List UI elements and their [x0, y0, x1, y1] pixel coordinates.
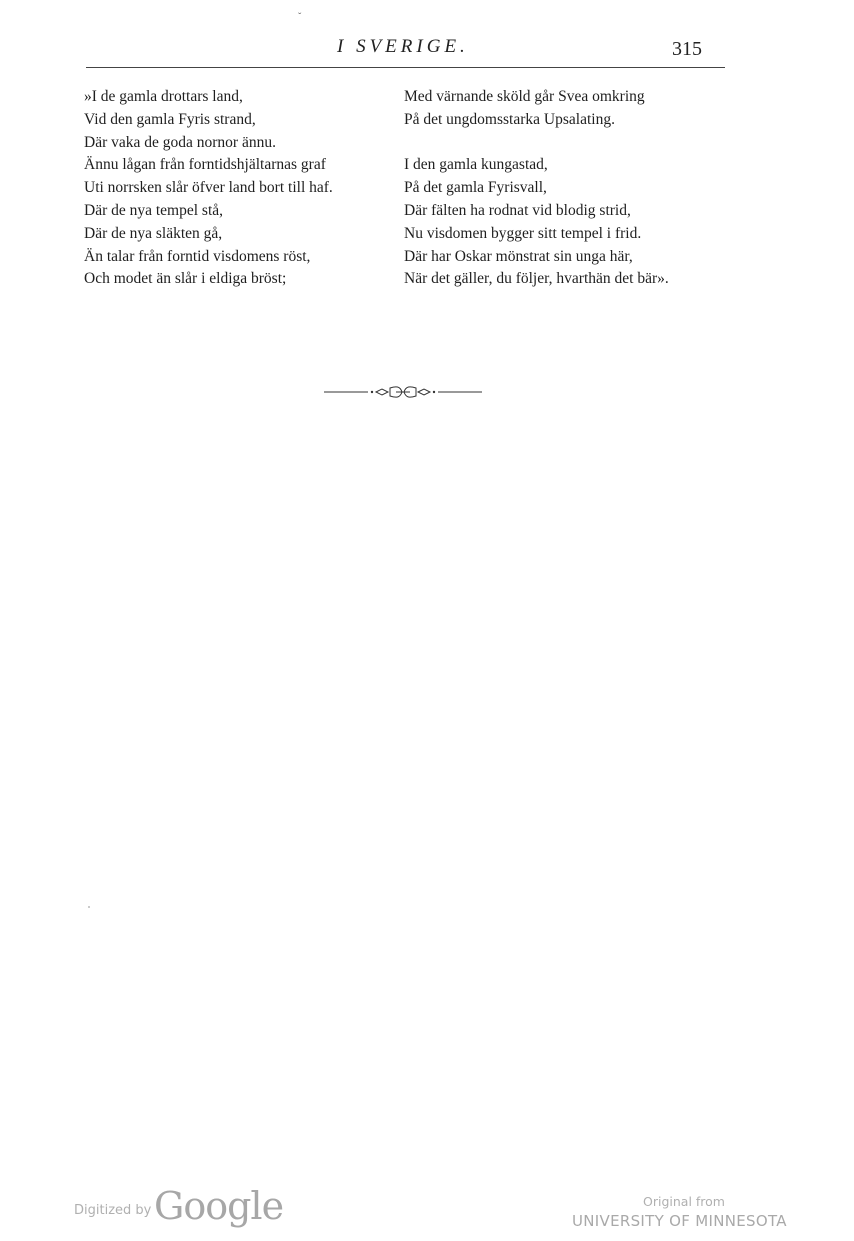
google-logo: Google — [154, 1184, 284, 1228]
poem-line: Uti norrsken slår öfver land bort till haf. — [84, 179, 333, 197]
institution-label: UNIVERSITY OF MINNESOTA — [572, 1212, 787, 1230]
poem-line: Och modet än slår i eldiga bröst; — [84, 270, 287, 288]
poem-line: På det gamla Fyrisvall, — [404, 179, 547, 197]
poem-line: Där de nya släkten gå, — [84, 224, 223, 242]
header-rule — [86, 67, 725, 68]
poem-right-column — [404, 86, 734, 291]
digitized-by-watermark — [74, 1184, 304, 1238]
poem-line: På det ungdomsstarka Upsalating. — [404, 110, 615, 128]
poem-line: Vid den gamla Fyris strand, — [84, 110, 256, 128]
poem-line: När det gäller, du följer, hvarthän det bär». — [404, 270, 669, 288]
poem-line: »I de gamla drottars land, — [84, 88, 243, 105]
original-from-label: Original from — [643, 1194, 725, 1209]
page-number: 315 — [672, 38, 702, 60]
poem-line: Där vaka de goda nornor ännu. — [84, 133, 276, 151]
stanza-break — [404, 132, 734, 155]
poem-line: Nu visdomen bygger sitt tempel i frid. — [404, 224, 642, 242]
poem-line: Med värnande sköld går Svea omkring — [404, 88, 645, 105]
poem-left-column — [84, 86, 394, 291]
page-speck: ˇ — [298, 12, 302, 23]
page-speck — [88, 906, 90, 908]
poem-line: I den gamla kungastad, — [404, 156, 548, 174]
running-title: I SVERIGE. — [337, 36, 469, 57]
poem-line: Än talar från forntid visdomens röst, — [84, 247, 311, 265]
running-head — [0, 34, 854, 64]
original-from-watermark — [560, 1194, 820, 1234]
poem-line: Där har Oskar mönstrat sin unga här, — [404, 247, 633, 265]
poem-line: Ännu lågan från forntidshjältarnas graf — [84, 156, 326, 174]
poem-line: Där fälten ha rodnat vid blodig strid, — [404, 201, 631, 219]
digitized-by-label: Digitized by — [74, 1203, 152, 1218]
poem-line: Där de nya tempel stå, — [84, 201, 224, 219]
decorative-tailpiece-icon — [324, 384, 482, 400]
